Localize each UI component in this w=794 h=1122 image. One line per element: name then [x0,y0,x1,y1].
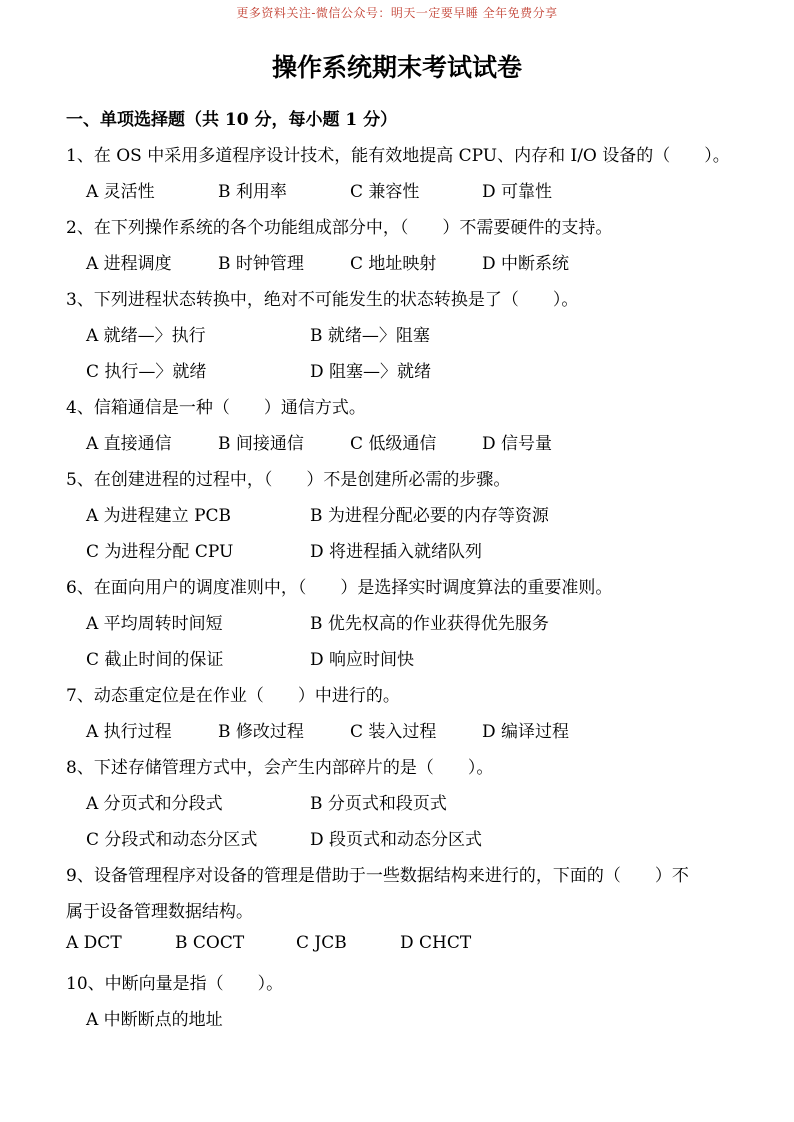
q1-option-c: C 兼容性 [350,182,420,202]
q9-option-d: D CHCT [400,933,472,953]
q5-option-c: C 为进程分配 CPU [86,542,234,562]
question-10: 10、中断向量是指（ ）。 [66,974,284,994]
q8-option-a: A 分页式和分段式 [86,794,223,814]
question-9-continued: 属于设备管理数据结构。 [66,902,253,922]
page-title: 操作系统期末考试试卷 [271,53,522,82]
q1-option-a: A 灵活性 [86,182,155,202]
q4-option-a: A 直接通信 [86,434,172,454]
question-2: 2、在下列操作系统的各个功能组成部分中，（ ）不需要硬件的支持。 [66,218,613,238]
q6-option-b: B 优先权高的作业获得优先服务 [310,614,549,634]
q1-option-b: B 利用率 [218,182,287,202]
q9-option-a: A DCT [66,933,122,953]
q1-option-d: D 可靠性 [482,182,553,202]
q10-option-a: A 中断断点的地址 [86,1010,223,1030]
q5-option-b: B 为进程分配必要的内存等资源 [310,506,549,526]
q9-option-b: B COCT [175,933,245,953]
q7-option-c: C 装入过程 [350,722,437,742]
question-9: 9、设备管理程序对设备的管理是借助于一些数据结构来进行的，下面的（ ）不 [66,866,689,886]
question-4: 4、信箱通信是一种（ ）通信方式。 [66,398,366,418]
q7-option-a: A 执行过程 [86,722,172,742]
q4-option-d: D 信号量 [482,434,553,454]
header-banner: 更多资料关注-微信公众号：明天一定要早睡 全年免费分享 [236,6,558,20]
q6-option-c: C 截止时间的保证 [86,650,224,670]
q7-option-d: D 编译过程 [482,722,570,742]
question-8: 8、下述存储管理方式中，会产生内部碎片的是（ ）。 [66,758,494,778]
q5-option-d: D 将进程插入就绪队列 [310,542,483,562]
q4-option-c: C 低级通信 [350,434,437,454]
q6-option-a: A 平均周转时间短 [86,614,223,634]
q2-option-d: D 中断系统 [482,254,570,274]
question-1: 1、在 OS 中采用多道程序设计技术，能有效地提高 CPU、内存和 I/O 设备的（ ）。 [66,146,730,166]
question-7: 7、动态重定位是在作业（ ）中进行的。 [66,686,400,706]
q9-option-c: C JCB [296,933,347,953]
q8-option-c: C 分段式和动态分区式 [86,830,258,850]
q4-option-b: B 间接通信 [218,434,304,454]
question-3: 3、下列进程状态转换中，绝对不可能发生的状态转换是了（ ）。 [66,290,579,310]
question-6: 6、在面向用户的调度准则中，（ ）是选择实时调度算法的重要准则。 [66,578,613,598]
section-heading: 一、单项选择题（共 10 分，每小题 1 分） [66,110,398,130]
question-5: 5、在创建进程的过程中，（ ）不是创建所必需的步骤。 [66,470,511,490]
q3-option-a: A 就绪—〉执行 [86,326,206,346]
q3-option-c: C 执行—〉就绪 [86,362,207,382]
q2-option-a: A 进程调度 [86,254,172,274]
q3-option-d: D 阻塞—〉就绪 [310,362,432,382]
q6-option-d: D 响应时间快 [310,650,415,670]
q2-option-c: C 地址映射 [350,254,437,274]
q7-option-b: B 修改过程 [218,722,304,742]
q5-option-a: A 为进程建立 PCB [86,506,232,526]
q8-option-b: B 分页式和段页式 [310,794,447,814]
q8-option-d: D 段页式和动态分区式 [310,830,483,850]
q2-option-b: B 时钟管理 [218,254,304,274]
q3-option-b: B 就绪—〉阻塞 [310,326,430,346]
